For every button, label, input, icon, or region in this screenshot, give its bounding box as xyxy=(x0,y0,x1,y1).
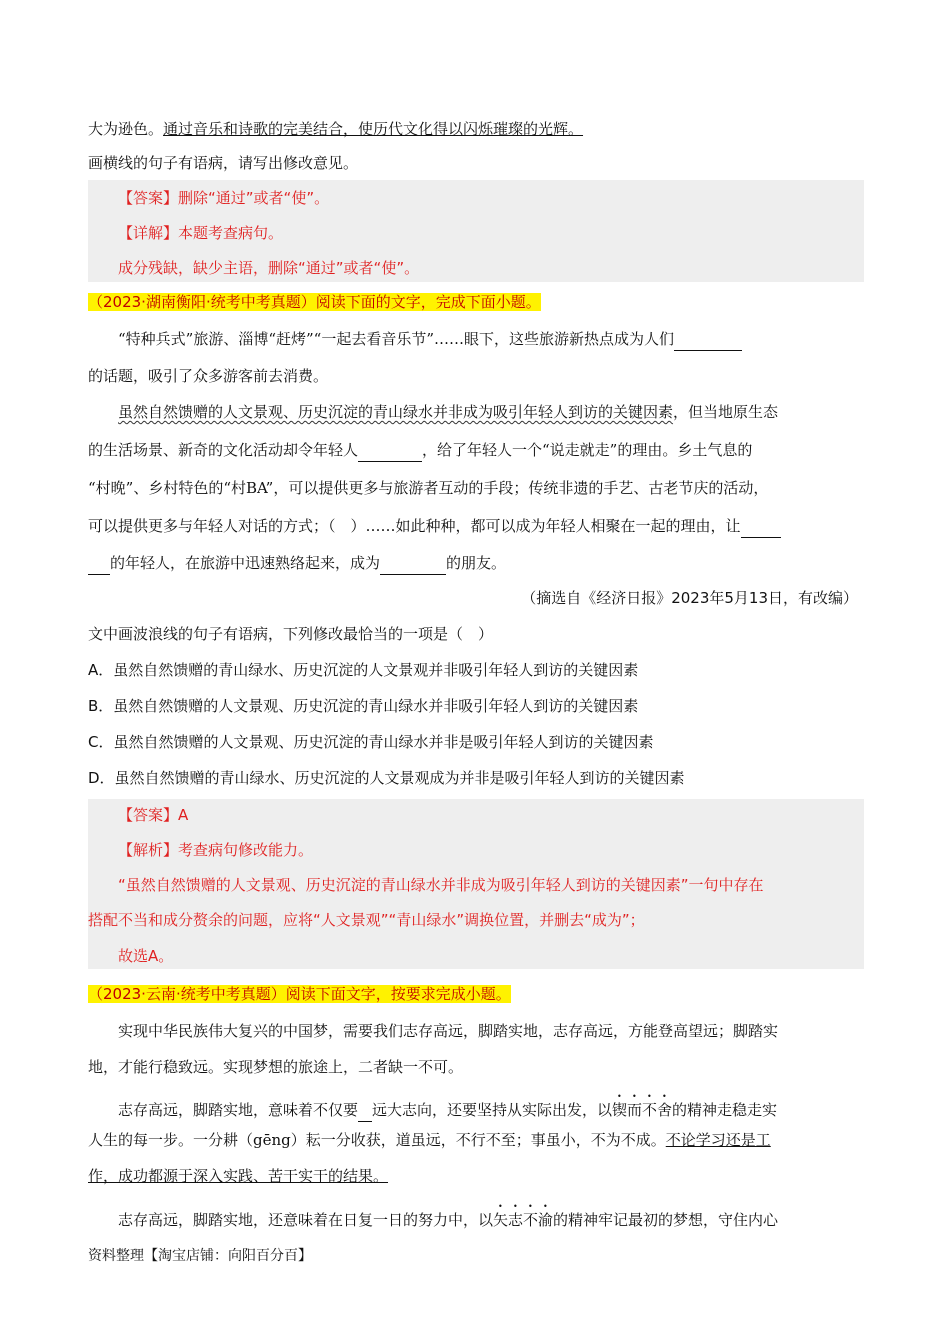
section2-p2-line1 xyxy=(118,400,778,424)
intro-underlined-sentence: 通过音乐和诗歌的完美结合，使历代文化得以闪烁璀璨的光辉。 xyxy=(163,120,584,138)
answer2-line3: 故选A。 xyxy=(118,947,174,965)
intro-line xyxy=(88,117,583,141)
answer2-analysis: 【解析】考查病句修改能力。 xyxy=(118,841,314,859)
option-c: C．虽然自然馈赠的人文景观、历史沉淀的青山绿水并非是吸引年轻人到访的关键因素 xyxy=(88,733,654,751)
section3-p2-l1b: 远大志向，还要坚持从实际出发，以 xyxy=(372,1101,613,1119)
section2-p2-l2b: ，给了年轻人一个“说走就走”的理由。乡土气息的 xyxy=(422,441,753,459)
section2-header-text: （2023·湖南衡阳·统考中考真题）阅读下面的文字，完成下面小题。 xyxy=(88,293,541,311)
section3-header-text: （2023·云南·统考中考真题）阅读下面文字，按要求完成小题。 xyxy=(88,985,511,1003)
option-a: A．虽然自然馈赠的青山绿水、历史沉淀的人文景观并非吸引年轻人到访的关键因素 xyxy=(88,661,639,679)
section3-p3-b: 的精神牢记最初的梦想，守住内心 xyxy=(553,1211,779,1229)
section2-p2-l2a: 的生活场景、新奇的文化活动却令年轻人 xyxy=(88,441,359,459)
section2-p1-line2: 的话题，吸引了众多游客前去消费。 xyxy=(88,367,329,385)
section3-p2-l2a: 人生的每一步。一分耕（gēng）耘一分收获，道虽远，不行不至；事虽小，不为不成。 xyxy=(88,1131,666,1149)
fill-blank xyxy=(674,334,742,351)
section2-p1-l1-text: “特种兵式”旅游、淄博“赶烤”“一起去看音乐节”……眼下，这些旅游新热点成为人们 xyxy=(118,330,675,348)
section3-p2-l1c: 的精神走稳走实 xyxy=(672,1101,778,1119)
section3-p3-line1 xyxy=(118,1202,778,1232)
dotted-phrase: 锲而不舍 xyxy=(612,1101,673,1119)
section2-source: （摘选自《经济日报》2023年5月13日，有改编） xyxy=(521,589,858,607)
section2-p2-l5a: 的年轻人，在旅游中迅速熟络起来，成为 xyxy=(110,554,381,572)
section3-header xyxy=(88,982,511,1006)
section2-p2-line4 xyxy=(88,514,781,538)
option-d: D．虽然自然馈赠的青山绿水、历史沉淀的人文景观成为并非是吸引年轻人到访的关键因素 xyxy=(88,769,685,787)
section3-p2-line2 xyxy=(88,1128,771,1152)
section3-p1-line2: 地，才能行稳致远。实现梦想的旅途上，二者缺一不可。 xyxy=(88,1058,464,1076)
wavy-sentence: 虽然自然馈赠的人文景观、历史沉淀的青山绿水并非成为吸引年轻人到访的关键因素 xyxy=(118,403,674,421)
section2-p2-line5 xyxy=(88,551,506,575)
fill-blank xyxy=(380,558,446,575)
section2-p2-line2 xyxy=(88,438,752,462)
section2-p2-l5b: 的朋友。 xyxy=(446,554,507,572)
answer2-line2: 搭配不当和成分赘余的问题，应将“人文景观”“青山绿水”调换位置，并删去“成为”； xyxy=(88,911,645,929)
section3-p3-a: 志存高远，脚踏实地，还意味着在日复一日的努力中，以 xyxy=(118,1211,494,1229)
section3-p2-line3 xyxy=(88,1164,388,1188)
section2-p1-line1 xyxy=(118,327,742,351)
fill-blank xyxy=(358,445,422,462)
section2-p2-l4: 可以提供更多与年轻人对话的方式；（ ）……如此种种，都可以成为年轻人相聚在一起的理由，让 xyxy=(88,517,741,535)
intro-question: 画横线的句子有语病，请写出修改意见。 xyxy=(88,154,359,172)
fill-blank xyxy=(358,1105,372,1122)
section3-p2-line1 xyxy=(118,1092,777,1122)
footer: 资料整理【淘宝店铺：向阳百分百】 xyxy=(88,1248,312,1264)
section2-header xyxy=(88,290,541,314)
option-b: B．虽然自然馈赠的人文景观、历史沉淀的青山绿水并非吸引年轻人到访的关键因素 xyxy=(88,697,639,715)
section3-p1-line1: 实现中华民族伟大复兴的中国梦，需要我们志存高远，脚踏实地，志存高远，方能登高望远；脚踏实 xyxy=(118,1022,779,1040)
section2-p2-line3: “村晚”、乡村特色的“村BA”，可以提供更多与旅游者互动的手段；传统非遗的手艺、古老节庆的活动， xyxy=(88,479,769,497)
underlined-sentence-part2: 作，成功都源于深入实践、苦干实干的结果。 xyxy=(88,1167,389,1185)
answer1-explain: 成分残缺，缺少主语，删除“通过”或者“使”。 xyxy=(118,259,420,277)
fill-blank xyxy=(88,558,110,575)
answer1-answer: 【答案】删除“通过”或者“使”。 xyxy=(118,189,330,207)
fill-blank xyxy=(741,521,781,538)
section2-p2-rest: ，但当地原生态 xyxy=(673,403,779,421)
answer2-line1: “虽然自然馈赠的人文景观、历史沉淀的青山绿水并非成为吸引年轻人到访的关键因素”一句中存在 xyxy=(118,876,764,894)
answer2-answer: 【答案】A xyxy=(118,806,189,824)
underlined-sentence-part1: 不论学习还是工 xyxy=(665,1131,771,1149)
dotted-phrase: 矢志不渝 xyxy=(493,1211,554,1229)
section3-p2-l1a: 志存高远，脚踏实地，意味着不仅要 xyxy=(118,1101,359,1119)
section2-question: 文中画波浪线的句子有语病，下列修改最恰当的一项是（ ） xyxy=(88,625,494,643)
answer1-detail: 【详解】本题考查病句。 xyxy=(118,224,284,242)
intro-line-start: 大为逊色。 xyxy=(88,120,164,138)
